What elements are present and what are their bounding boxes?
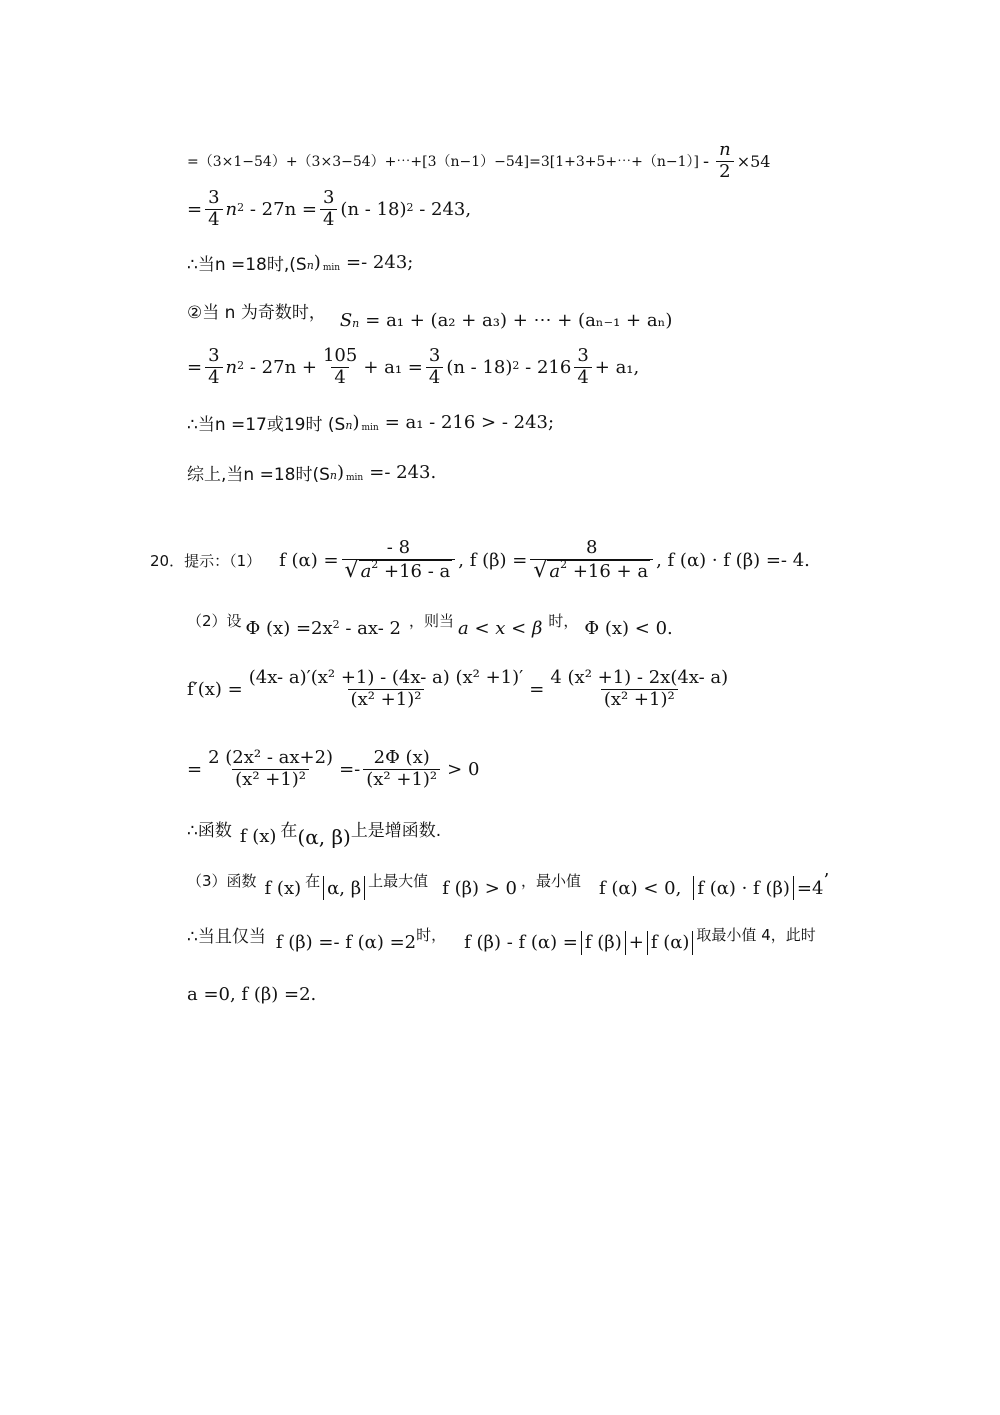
- expr-part: + a₁,: [594, 356, 640, 378]
- sqrt: [344, 557, 453, 583]
- expr-part: a =0, f (β) =2.: [187, 984, 317, 1005]
- fraction: [547, 668, 731, 710]
- expr-part: - 27n +: [244, 356, 317, 378]
- abs-right: [793, 876, 794, 900]
- fraction-denominator: 2: [716, 161, 733, 183]
- fraction-numerator: 105: [322, 345, 358, 366]
- expr-part: f (β) =- f (α) =2: [275, 932, 417, 953]
- expr-part: =4: [796, 877, 824, 899]
- expr-part: - 216: [519, 356, 572, 378]
- line-3-tail: =- 243;: [346, 252, 414, 273]
- line-8: [150, 538, 810, 582]
- expr-part: (n - 18): [340, 198, 407, 220]
- radical-icon: √: [533, 557, 548, 583]
- line-7: [187, 460, 436, 485]
- line-3: [187, 250, 413, 275]
- line-13: [187, 868, 830, 899]
- eq-sign: =: [187, 356, 203, 378]
- fraction-numerator: 3: [322, 187, 335, 208]
- paren: ): [352, 412, 360, 433]
- line-11: [187, 748, 479, 790]
- exponent: 2: [406, 200, 414, 214]
- text-part: 上是增函数.: [350, 821, 442, 841]
- eq-sign: =: [187, 198, 203, 220]
- fraction: [205, 346, 222, 388]
- exponent: 2: [237, 200, 245, 214]
- expr-part: f (β) - f (α) =: [464, 932, 578, 953]
- fraction-denominator: [530, 559, 653, 583]
- exponent: 2: [560, 557, 568, 571]
- var-n: n: [225, 356, 238, 378]
- expr-part: a < x < β: [458, 618, 543, 639]
- fraction-denominator: 4: [426, 367, 443, 389]
- line-6: [187, 410, 554, 435]
- line-1-fraction: [716, 140, 734, 182]
- var-a: a: [360, 560, 372, 582]
- line-5: [187, 346, 639, 388]
- fraction-denominator: (x² +1)²: [363, 769, 440, 791]
- eq-sign: =-: [339, 758, 361, 780]
- line-6-tail: = a₁ - 216 > - 243;: [384, 412, 555, 433]
- fraction-numerator: 3: [208, 187, 220, 208]
- fraction-numerator: 2Φ (x): [373, 747, 430, 768]
- expr-part: f (β): [584, 932, 622, 953]
- fraction: [320, 188, 337, 230]
- fraction-numerator: - 8: [386, 537, 411, 558]
- fraction-numerator: (4x- a)′(x² +1) - (4x- a) (x² +1)′: [248, 667, 524, 688]
- expr-part: - ax- 2: [339, 618, 401, 639]
- expr-part: f (α) · f (β): [697, 877, 790, 899]
- fraction-denominator: (x² +1)²: [601, 689, 678, 711]
- fraction-denominator: 4: [205, 209, 222, 231]
- line-7-text: 综上,当n =18时(S: [187, 465, 330, 485]
- line-10: [187, 668, 734, 710]
- expr-part: f (β) > 0: [442, 877, 517, 899]
- subscript: n: [352, 317, 360, 330]
- expr-part: +16 - a: [378, 560, 451, 582]
- fraction-denominator: 4: [574, 367, 591, 389]
- fraction-numerator: 8: [586, 537, 598, 558]
- min-subscript: min: [346, 472, 364, 483]
- eq-sign: =: [187, 758, 203, 780]
- expr-part: +16 + a: [567, 560, 649, 582]
- expr-part: = a₁ + (a₂ + a₃) + ⋯ + (aₙ₋₁ + aₙ): [365, 310, 673, 331]
- fraction: [426, 346, 443, 388]
- fraction: [205, 188, 222, 230]
- text-part: 上最大值: [368, 871, 429, 890]
- line-1-tail: ×54: [736, 151, 771, 171]
- line-3-text: ∴当n =18时,(S: [187, 255, 307, 275]
- expr-part: f (x): [239, 826, 277, 847]
- sqrt: [533, 557, 650, 583]
- radical-icon: √: [344, 557, 359, 583]
- plus-sign: +: [628, 932, 644, 953]
- fraction: [342, 538, 456, 582]
- part-label: （2）设: [187, 612, 242, 630]
- abs-left: [647, 931, 648, 955]
- subscript: n: [329, 469, 337, 482]
- fraction-numerator: 4 (x² +1) - 2x(4x- a): [550, 667, 729, 688]
- line-15: [187, 984, 316, 1005]
- problem-label: 20．提示：（1）: [150, 551, 262, 570]
- expr-part: - 27n =: [244, 198, 317, 220]
- text-part: ’: [823, 869, 830, 891]
- line-6-text: ∴当n =17或19时 (S: [187, 415, 346, 435]
- abs-right: [625, 931, 626, 955]
- line-1-text: =（3×1−54）+（3×3−54）+⋯+[3（n−1）−54]=3[1+3+5+⋯+（n−1）]: [187, 154, 699, 171]
- expr-part: f (α) =: [279, 549, 339, 571]
- var-s: S: [339, 310, 353, 331]
- exponent: 2: [237, 358, 245, 372]
- expr-part: Φ (x) =2x: [245, 618, 333, 639]
- fraction-numerator: 3: [208, 345, 220, 366]
- text-part: 取最小值 4，此时: [696, 926, 816, 944]
- text-part: ∴当且仅当: [187, 927, 266, 947]
- expr-part: f (α): [650, 932, 690, 953]
- expr-part: f (α) < 0,: [599, 877, 682, 899]
- fraction-denominator: [342, 559, 456, 583]
- fraction-denominator: 4: [331, 367, 348, 389]
- fraction-numerator: 3: [428, 345, 441, 366]
- exponent: 2: [371, 557, 379, 571]
- interval: α, β: [327, 877, 362, 899]
- fraction-numerator: 3: [577, 345, 589, 366]
- paren: ): [336, 462, 345, 483]
- text-part: ，则当: [409, 612, 455, 630]
- line-4-text: ②当 n 为奇数时，: [187, 303, 326, 323]
- exponent: 2: [512, 358, 520, 372]
- expr-part: (n - 18): [446, 356, 513, 378]
- expr-part: + a₁ =: [363, 356, 423, 378]
- line-2: [187, 188, 471, 230]
- expr-part: f′(x) =: [187, 678, 243, 700]
- fraction-denominator: 4: [205, 367, 222, 389]
- sqrt-body: [547, 557, 650, 583]
- line-7-tail: =- 243.: [369, 462, 437, 483]
- fraction: [574, 346, 591, 388]
- expr-part: , f (α) · f (β) =- 4.: [656, 549, 810, 571]
- expr-part: f (x): [264, 877, 302, 899]
- part-label: （3）函数: [187, 871, 257, 890]
- expr-part: > 0: [447, 758, 480, 780]
- sqrt-body: [359, 557, 453, 583]
- abs-left: [693, 876, 694, 900]
- interval: (α, β): [297, 824, 351, 849]
- text-part: 在: [305, 871, 321, 890]
- line-4: [187, 298, 673, 331]
- fraction: [320, 346, 360, 388]
- fraction: [363, 748, 440, 790]
- subscript: n: [345, 419, 353, 432]
- expr-part: Φ (x) < 0.: [584, 618, 673, 639]
- line-9: [187, 610, 673, 639]
- fraction: [205, 748, 336, 790]
- text-part: ∴函数: [187, 821, 232, 841]
- min-subscript: min: [322, 262, 341, 273]
- var-a: a: [549, 560, 561, 582]
- expr-part: , f (β) =: [458, 549, 528, 571]
- line-1: [187, 140, 770, 182]
- fraction-denominator: (x² +1)²: [348, 689, 425, 711]
- subscript: n: [306, 259, 314, 272]
- exponent: 2: [332, 618, 340, 631]
- bracket-left: [323, 876, 324, 900]
- fraction-numerator: 2 (2x² - ax+2): [208, 747, 334, 768]
- paren: ): [313, 252, 321, 273]
- fraction-denominator: 4: [320, 209, 337, 231]
- eq-sign: =: [529, 678, 545, 700]
- min-subscript: min: [361, 422, 379, 433]
- abs-left: [581, 931, 582, 955]
- text-part: 在: [280, 821, 298, 841]
- fraction: [246, 668, 527, 710]
- line-4-expr: [340, 310, 673, 331]
- fraction-numerator: n: [719, 139, 731, 160]
- bracket-right: [364, 876, 365, 900]
- text-part: 时，: [416, 926, 447, 944]
- line-14: [187, 922, 816, 953]
- abs-right: [692, 931, 693, 955]
- var-n: n: [225, 198, 238, 220]
- fraction-denominator: (x² +1)²: [232, 769, 309, 791]
- line-12: [187, 816, 442, 849]
- line-1-minus: -: [703, 150, 710, 172]
- expr-part: - 243,: [413, 198, 472, 220]
- text-part: 时，: [548, 612, 579, 630]
- fraction: [530, 538, 653, 582]
- text-part: ，最小值: [521, 871, 582, 890]
